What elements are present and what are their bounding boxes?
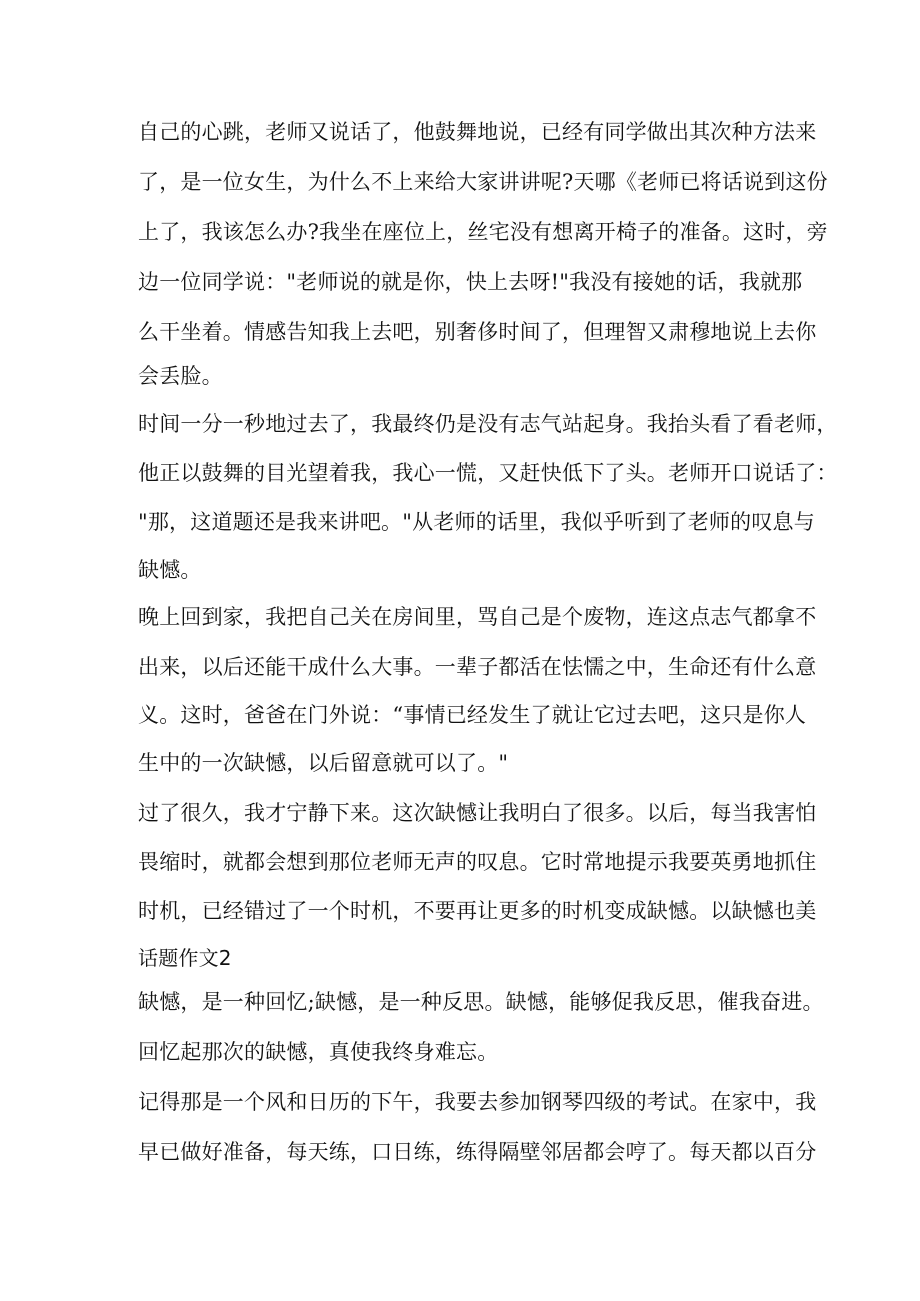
text-line: 早已做好准备，每天练，口日练，练得隔壁邻居都会哼了。每天都以百分 — [138, 1140, 817, 1164]
text-line: 么干坐着。情感告知我上去吧，别奢侈时间了，但理智又肃穆地说上去你 — [138, 320, 817, 344]
section-heading: 话题作文2 — [138, 946, 232, 970]
text-line: 上了，我该怎么办?我坐在座位上，丝宅没有想离开椅子的准备。这时，旁 — [138, 220, 828, 244]
text-line: 回忆起那次的缺憾，真使我终身难忘。 — [138, 1040, 499, 1064]
text-line: 他正以鼓舞的目光望着我，我心一慌，又赶快低下了头。老师开口说话了： — [138, 461, 838, 485]
text-line: 义。这时，爸爸在门外说：“事情已经发生了就让它过去吧，这只是你人 — [138, 703, 807, 727]
text-line: 生中的一次缺憾，以后留意就可以了。" — [138, 751, 509, 775]
text-line: 时机，已经错过了一个时机，不要再让更多的时机变成缺憾。以缺憾也美 — [138, 899, 817, 923]
text-line: 出来，以后还能干成什么大事。一辈子都活在怯懦之中，生命还有什么意 — [138, 655, 817, 679]
text-line: 了，是一位女生，为什么不上来给大家讲讲呢?天哪《老师已将话说到这份 — [138, 170, 828, 194]
text-line: 过了很久，我才宁静下来。这次缺憾让我明白了很多。以后，每当我害怕 — [138, 801, 817, 825]
text-line: 缺憾，是一种回忆;缺憾，是一种反思。缺憾，能够促我反思，催我奋进。 — [138, 990, 824, 1014]
text-line: 畏缩时，就都会想到那位老师无声的叹息。它时常地提示我要英勇地抓住 — [138, 850, 817, 874]
text-line: 自己的心跳，老师又说话了，他鼓舞地说，已经有同学做出其次种方法来 — [138, 120, 817, 144]
text-line: 缺憾。 — [138, 558, 202, 582]
text-line: "那，这道题还是我来讲吧。"从老师的话里，我似乎听到了老师的叹息与 — [138, 510, 815, 534]
text-line: 会丢脸。 — [138, 364, 223, 388]
text-line: 时间一分一秒地过去了，我最终仍是没有志气站起身。我抬头看了看老师， — [138, 412, 838, 436]
text-line: 晚上回到家，我把自己关在房间里，骂自己是个废物，连这点志气都拿不 — [138, 605, 817, 629]
text-line: 边一位同学说："老师说的就是你，快上去呀!"我没有接她的话，我就那 — [138, 270, 803, 294]
text-line: 记得那是一个风和日历的下午，我要去参加钢琴四级的考试。在家中，我 — [138, 1090, 817, 1114]
